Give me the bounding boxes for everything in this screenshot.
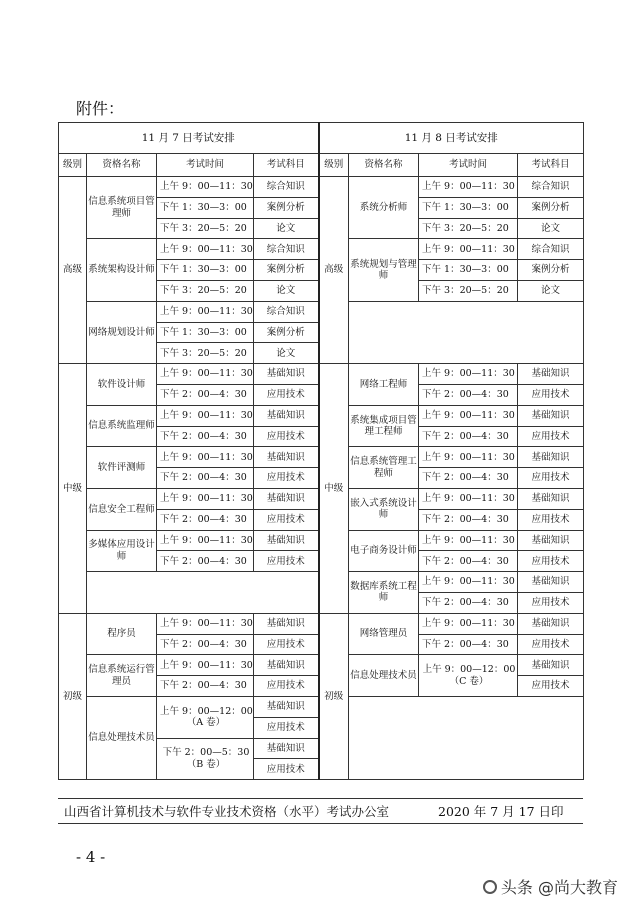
qualification-name: 信息安全工程师 bbox=[87, 488, 157, 530]
table-row bbox=[59, 613, 584, 634]
exam-subject: 应用技术 bbox=[254, 468, 319, 489]
exam-time: 下午 2：00—4：30 bbox=[157, 384, 254, 405]
exam-subject: 应用技术 bbox=[254, 676, 319, 697]
exam-time: 上午 9：00—11：30 bbox=[157, 239, 254, 260]
exam-time: 下午 2：00—4：30 bbox=[157, 468, 254, 489]
exam-subject: 应用技术 bbox=[254, 426, 319, 447]
exam-subject: 综合知识 bbox=[254, 177, 319, 198]
header-qual: 资格名称 bbox=[349, 154, 419, 177]
exam-time: 下午 2：00—4：30 bbox=[157, 676, 254, 697]
exam-time: 下午 2：00—4：30 bbox=[419, 426, 518, 447]
level-cell: 高级 bbox=[319, 177, 349, 364]
exam-subject: 论文 bbox=[254, 343, 319, 364]
level-cell: 中级 bbox=[319, 364, 349, 614]
exam-subject: 应用技术 bbox=[254, 384, 319, 405]
exam-subject: 应用技术 bbox=[518, 676, 584, 697]
empty-cell bbox=[349, 301, 584, 363]
exam-subject: 论文 bbox=[254, 218, 319, 239]
exam-time: 上午 9：00—11：30 bbox=[157, 447, 254, 468]
exam-subject: 应用技术 bbox=[518, 509, 584, 530]
exam-subject: 基础知识 bbox=[254, 696, 319, 717]
empty-cell bbox=[349, 696, 584, 779]
exam-subject: 应用技术 bbox=[254, 759, 319, 780]
title-row bbox=[59, 123, 584, 154]
exam-subject: 案例分析 bbox=[254, 260, 319, 281]
qualification-name: 系统规划与管理师 bbox=[349, 239, 419, 301]
exam-subject: 基础知识 bbox=[254, 530, 319, 551]
header-subject: 考试科目 bbox=[254, 154, 319, 177]
exam-subject: 基础知识 bbox=[518, 405, 584, 426]
exam-subject: 基础知识 bbox=[254, 364, 319, 385]
exam-time: 上午 9：00—11：30 bbox=[419, 488, 518, 509]
exam-time: 上午 9：00—11：30 bbox=[157, 301, 254, 322]
exam-time: 上午 9：00—11：30 bbox=[419, 364, 518, 385]
exam-time: 上午 9：00—11：30 bbox=[157, 177, 254, 198]
qualification-name: 系统架构设计师 bbox=[87, 239, 157, 301]
issuing-office: 山西省计算机技术与软件专业技术资格（水平）考试办公室 bbox=[64, 804, 390, 819]
exam-subject: 基础知识 bbox=[518, 613, 584, 634]
qualification-name: 网络工程师 bbox=[349, 364, 419, 406]
exam-subject: 基础知识 bbox=[254, 447, 319, 468]
exam-time: 上午 9：00—11：30 bbox=[157, 613, 254, 634]
issue-date: 2020 年 7 月 17 日印 bbox=[438, 804, 564, 819]
header-time: 考试时间 bbox=[419, 154, 518, 177]
exam-subject: 应用技术 bbox=[254, 551, 319, 572]
exam-time: 下午 1：30—3：00 bbox=[157, 197, 254, 218]
exam-time: 下午 3：20—5：20 bbox=[157, 343, 254, 364]
exam-time-text: 上午 9：00—12：00 bbox=[422, 664, 516, 676]
exam-time: 下午 2：00—4：30 bbox=[157, 426, 254, 447]
header-time: 考试时间 bbox=[157, 154, 254, 177]
exam-time: 上午 9：00—11：30 bbox=[157, 364, 254, 385]
qualification-name: 软件评测师 bbox=[87, 447, 157, 489]
exam-subject: 应用技术 bbox=[254, 509, 319, 530]
exam-subject: 论文 bbox=[518, 280, 584, 301]
exam-subject: 应用技术 bbox=[518, 384, 584, 405]
qualification-name: 信息系统运行管理员 bbox=[87, 655, 157, 697]
exam-subject: 基础知识 bbox=[254, 738, 319, 759]
exam-subject: 论文 bbox=[254, 280, 319, 301]
qualification-name: 软件设计师 bbox=[87, 364, 157, 406]
exam-time-text: 下午 2：00—5：30 bbox=[162, 747, 250, 759]
exam-subject: 论文 bbox=[518, 218, 584, 239]
level-cell: 初级 bbox=[59, 613, 87, 779]
exam-time bbox=[157, 738, 254, 780]
table-row bbox=[59, 364, 584, 385]
exam-time: 上午 9：00—11：30 bbox=[419, 239, 518, 260]
exam-subject: 基础知识 bbox=[254, 488, 319, 509]
exam-time: 下午 1：30—3：00 bbox=[157, 322, 254, 343]
qualification-name: 信息处理技术员 bbox=[87, 696, 157, 779]
footer-bottom-rule bbox=[58, 823, 583, 824]
exam-time: 上午 9：00—11：30 bbox=[419, 530, 518, 551]
exam-time bbox=[157, 696, 254, 738]
exam-time: 上午 9：00—11：30 bbox=[419, 572, 518, 593]
exam-subject: 综合知识 bbox=[518, 239, 584, 260]
header-subject: 考试科目 bbox=[518, 154, 584, 177]
exam-time: 下午 3：20—5：20 bbox=[157, 280, 254, 301]
exam-subject: 综合知识 bbox=[518, 177, 584, 198]
exam-time: 下午 3：20—5：20 bbox=[157, 218, 254, 239]
qualification-name: 信息系统监理师 bbox=[87, 405, 157, 447]
exam-subject: 应用技术 bbox=[518, 468, 584, 489]
exam-time: 下午 2：00—4：30 bbox=[419, 384, 518, 405]
exam-time: 上午 9：00—11：30 bbox=[157, 405, 254, 426]
exam-subject: 基础知识 bbox=[518, 364, 584, 385]
exam-subject: 案例分析 bbox=[254, 197, 319, 218]
exam-time: 下午 2：00—4：30 bbox=[157, 551, 254, 572]
qualification-name: 程序员 bbox=[87, 613, 157, 655]
qualification-name: 系统集成项目管理工程师 bbox=[349, 405, 419, 447]
exam-subject: 应用技术 bbox=[518, 426, 584, 447]
qualification-name: 网络规划设计师 bbox=[87, 301, 157, 363]
exam-subject: 基础知识 bbox=[518, 572, 584, 593]
level-cell: 初级 bbox=[319, 613, 349, 779]
exam-subject: 案例分析 bbox=[518, 197, 584, 218]
qualification-name: 数据库系统工程师 bbox=[349, 572, 419, 614]
exam-time: 上午 9：00—11：30 bbox=[157, 655, 254, 676]
exam-subject: 案例分析 bbox=[518, 260, 584, 281]
exam-time: 下午 1：30—3：00 bbox=[157, 260, 254, 281]
exam-subject: 基础知识 bbox=[518, 488, 584, 509]
watermark-text: 头条 @尚大教育 bbox=[500, 878, 618, 897]
exam-subject: 应用技术 bbox=[518, 592, 584, 613]
qualification-name: 信息系统管理工程师 bbox=[349, 447, 419, 489]
level-cell: 中级 bbox=[59, 364, 87, 614]
exam-time-text: 上午 9：00—12：00 bbox=[160, 705, 253, 717]
exam-subject: 基础知识 bbox=[518, 655, 584, 676]
paper-note: （C 卷） bbox=[449, 675, 489, 687]
exam-subject: 应用技术 bbox=[254, 634, 319, 655]
exam-subject: 案例分析 bbox=[254, 322, 319, 343]
exam-time: 上午 9：00—11：30 bbox=[419, 447, 518, 468]
exam-time: 上午 9：00—11：30 bbox=[419, 177, 518, 198]
exam-time: 下午 2：00—4：30 bbox=[157, 634, 254, 655]
exam-time: 上午 9：00—11：30 bbox=[157, 530, 254, 551]
exam-time: 下午 2：00—4：30 bbox=[419, 551, 518, 572]
qualification-name: 网络管理员 bbox=[349, 613, 419, 655]
watermark-logo-icon bbox=[483, 880, 497, 894]
qualification-name: 信息处理技术员 bbox=[349, 655, 419, 697]
attachment-label: 附件： bbox=[76, 99, 125, 118]
table-row bbox=[59, 177, 584, 198]
exam-time: 上午 9：00—11：30 bbox=[419, 613, 518, 634]
right-day-title: 11 月 8 日考试安排 bbox=[319, 123, 584, 154]
exam-subject: 应用技术 bbox=[518, 634, 584, 655]
exam-time: 下午 1：30—3：00 bbox=[419, 260, 518, 281]
header-row bbox=[59, 154, 584, 177]
qualification-name: 嵌入式系统设计师 bbox=[349, 488, 419, 530]
exam-subject: 基础知识 bbox=[254, 613, 319, 634]
exam-time: 下午 2：00—4：30 bbox=[419, 468, 518, 489]
exam-subject: 应用技术 bbox=[254, 717, 319, 738]
page-number: - 4 - bbox=[76, 848, 106, 866]
footer-top-rule bbox=[58, 798, 583, 799]
left-day-title: 11 月 7 日考试安排 bbox=[59, 123, 319, 154]
paper-note: （B 卷） bbox=[186, 758, 226, 770]
paper-note: （A 卷） bbox=[186, 717, 226, 729]
exam-time: 下午 2：00—4：30 bbox=[157, 509, 254, 530]
exam-subject: 综合知识 bbox=[254, 301, 319, 322]
exam-time bbox=[419, 655, 518, 697]
exam-subject: 基础知识 bbox=[254, 655, 319, 676]
exam-time: 下午 1：30—3：00 bbox=[419, 197, 518, 218]
level-cell: 高级 bbox=[59, 177, 87, 364]
exam-subject: 基础知识 bbox=[518, 447, 584, 468]
header-level: 级别 bbox=[319, 154, 349, 177]
exam-time: 上午 9：00—11：30 bbox=[419, 405, 518, 426]
header-qual: 资格名称 bbox=[87, 154, 157, 177]
exam-time: 上午 9：00—11：30 bbox=[157, 488, 254, 509]
qualification-name: 系统分析师 bbox=[349, 177, 419, 239]
qualification-name: 多媒体应用设计师 bbox=[87, 530, 157, 572]
exam-time: 下午 2：00—4：30 bbox=[419, 509, 518, 530]
exam-time: 下午 2：00—4：30 bbox=[419, 592, 518, 613]
exam-schedule-table bbox=[58, 122, 584, 780]
exam-time: 下午 3：20—5：20 bbox=[419, 280, 518, 301]
qualification-name: 信息系统项目管理师 bbox=[87, 177, 157, 239]
exam-time: 下午 3：20—5：20 bbox=[419, 218, 518, 239]
qualification-name: 电子商务设计师 bbox=[349, 530, 419, 572]
exam-time: 下午 2：00—4：30 bbox=[419, 634, 518, 655]
exam-subject: 应用技术 bbox=[518, 551, 584, 572]
exam-subject: 基础知识 bbox=[254, 405, 319, 426]
exam-subject: 综合知识 bbox=[254, 239, 319, 260]
empty-cell bbox=[87, 572, 319, 614]
header-level: 级别 bbox=[59, 154, 87, 177]
watermark bbox=[483, 875, 618, 898]
exam-subject: 基础知识 bbox=[518, 530, 584, 551]
